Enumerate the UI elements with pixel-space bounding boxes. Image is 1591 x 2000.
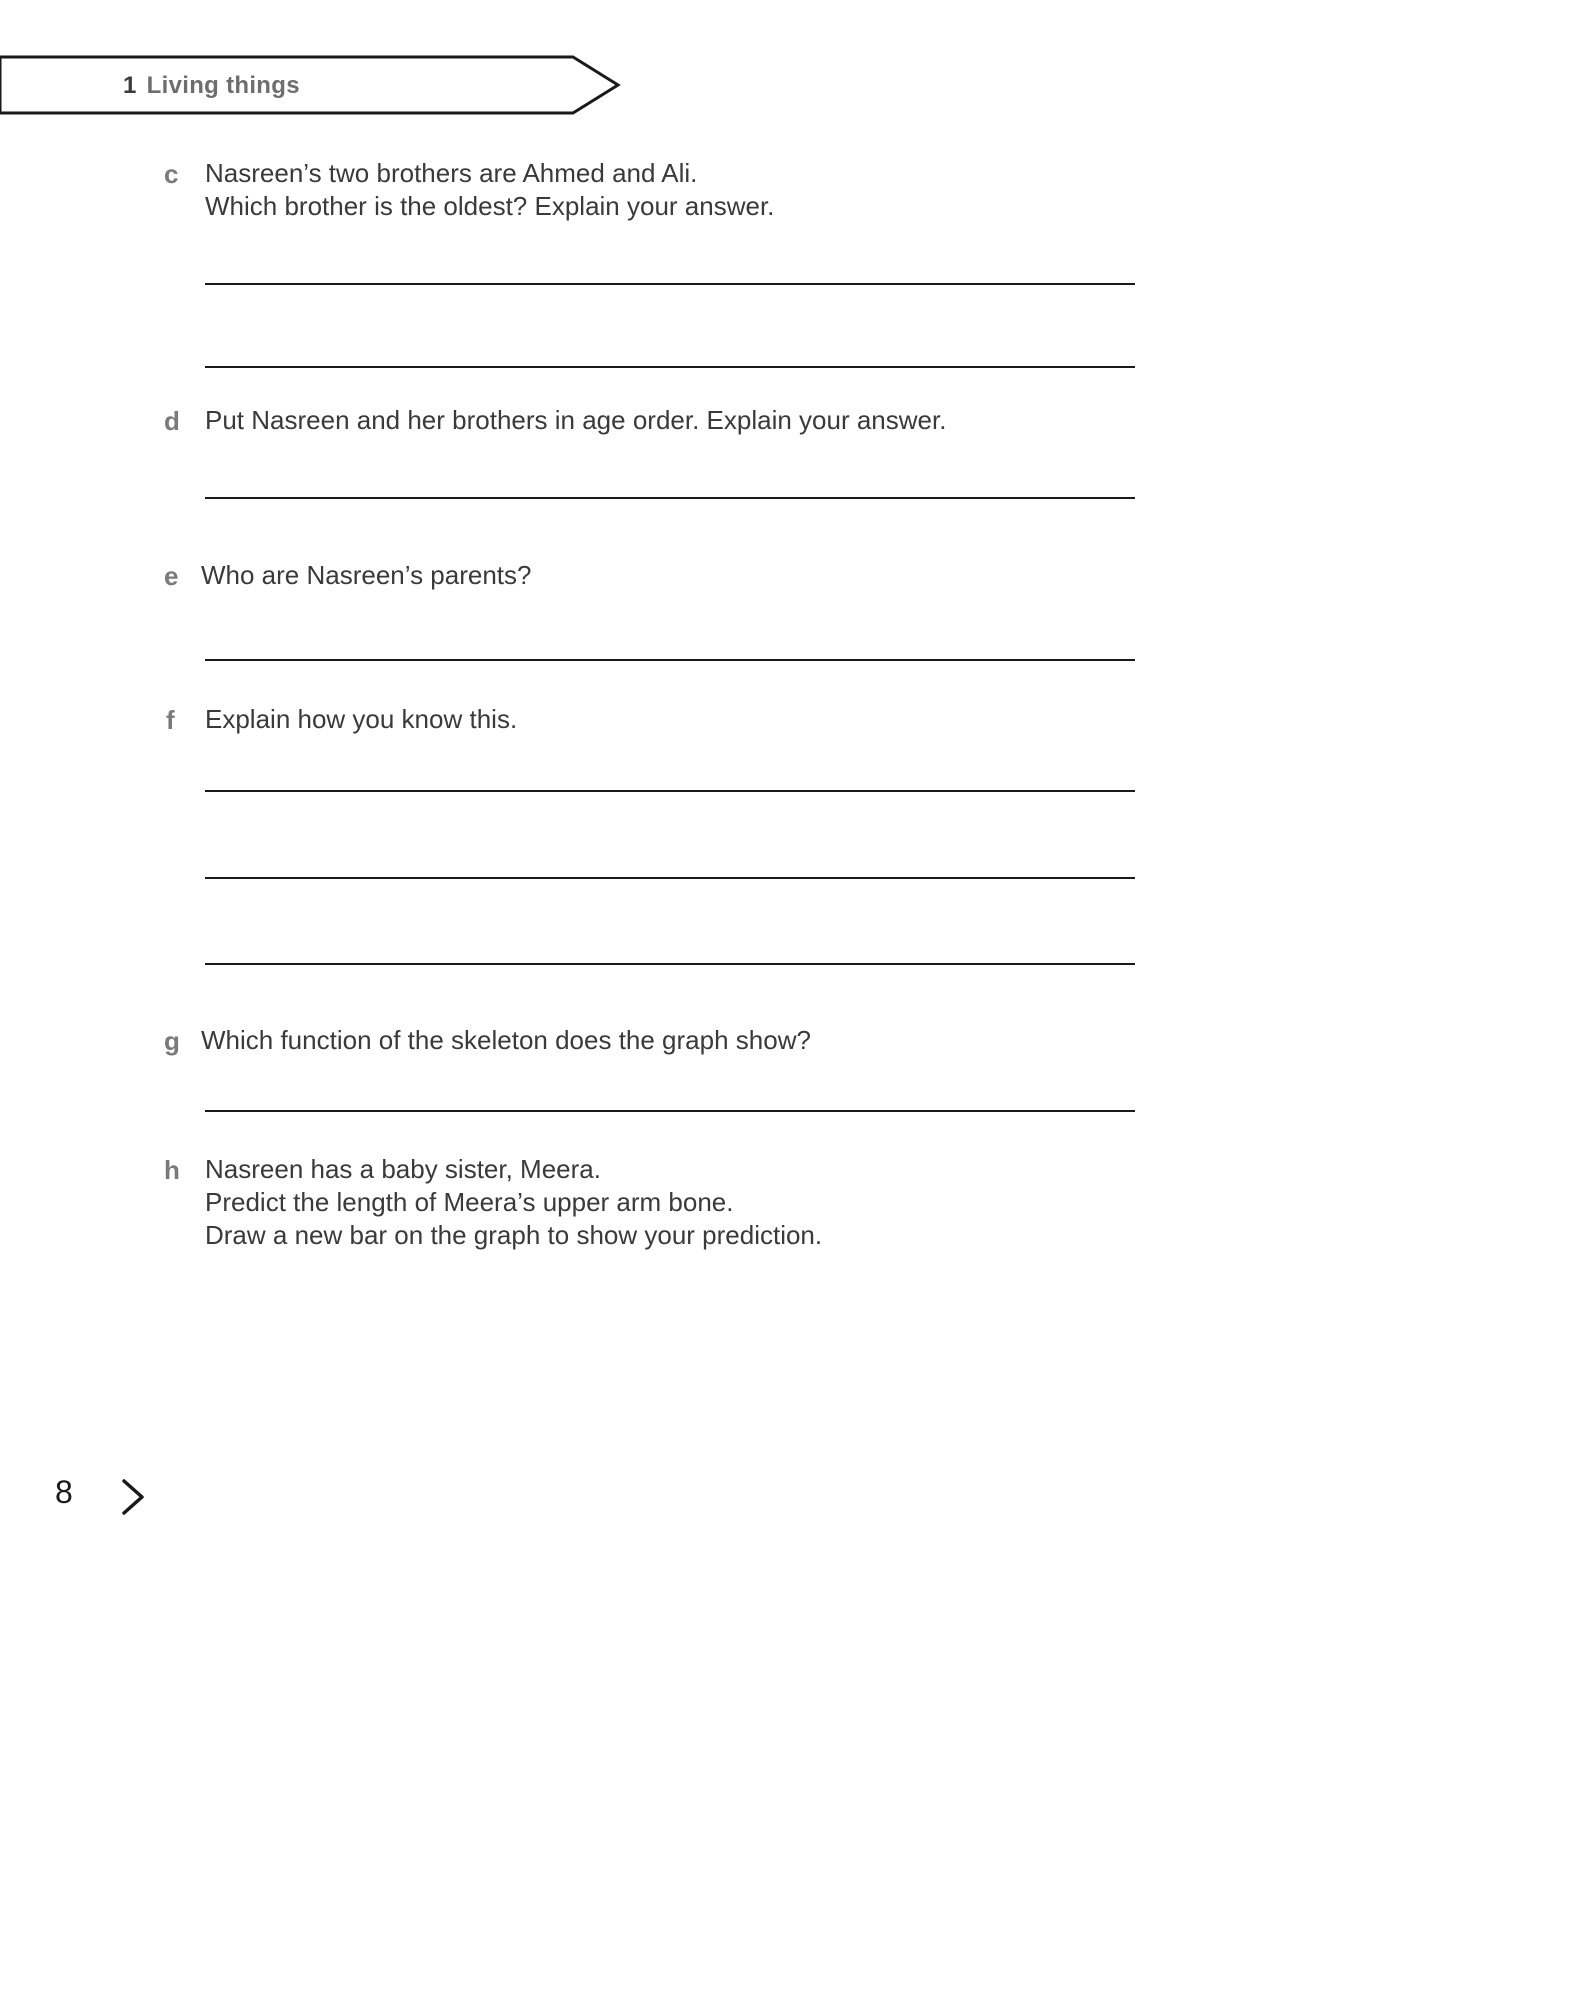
question-f-line-1: Explain how you know this.: [205, 704, 518, 734]
question-h-line-1: Nasreen has a baby sister, Meera.: [205, 1154, 601, 1184]
question-e-label: e: [164, 561, 179, 591]
chapter-number: 1: [123, 72, 137, 99]
answer-line: [205, 790, 1135, 792]
question-g-label: g: [164, 1026, 180, 1056]
chapter-banner-arrow-shape: [0, 52, 640, 118]
question-c-text: [205, 157, 774, 223]
question-c-line-2: Which brother is the oldest? Explain your answer.: [205, 191, 775, 221]
chapter-heading: [123, 72, 300, 100]
question-h-line-2: Predict the length of Meera’s upper arm bone.: [205, 1187, 734, 1217]
answer-line: [205, 497, 1135, 499]
answer-line: [205, 366, 1135, 368]
answer-line: [205, 283, 1135, 285]
question-d-label: d: [164, 406, 180, 436]
question-e-line-1: Who are Nasreen’s parents?: [201, 560, 532, 590]
answer-line: [205, 659, 1135, 661]
question-g-text: [201, 1024, 811, 1057]
answer-line: [205, 1110, 1135, 1112]
question-c-line-1: Nasreen’s two brothers are Ahmed and Ali.: [205, 158, 698, 188]
page-number: 8: [55, 1474, 73, 1510]
question-h-label: h: [164, 1155, 180, 1185]
question-h-line-3: Draw a new bar on the graph to show your prediction.: [205, 1220, 823, 1250]
next-page-chevron-icon: [116, 1477, 150, 1522]
question-e-text: [201, 559, 531, 592]
answer-line: [205, 963, 1135, 965]
chapter-banner: [0, 52, 640, 118]
question-f-text: [205, 703, 517, 736]
chapter-title: Living things: [146, 72, 300, 99]
question-d-line-1: Put Nasreen and her brothers in age order. Explain your answer.: [205, 405, 947, 435]
question-c-label: c: [164, 159, 179, 189]
question-d-text: [205, 404, 946, 437]
question-h-text: [205, 1153, 822, 1252]
question-f-label: f: [166, 705, 175, 735]
answer-line: [205, 877, 1135, 879]
question-g-line-1: Which function of the skeleton does the graph show?: [201, 1025, 811, 1055]
